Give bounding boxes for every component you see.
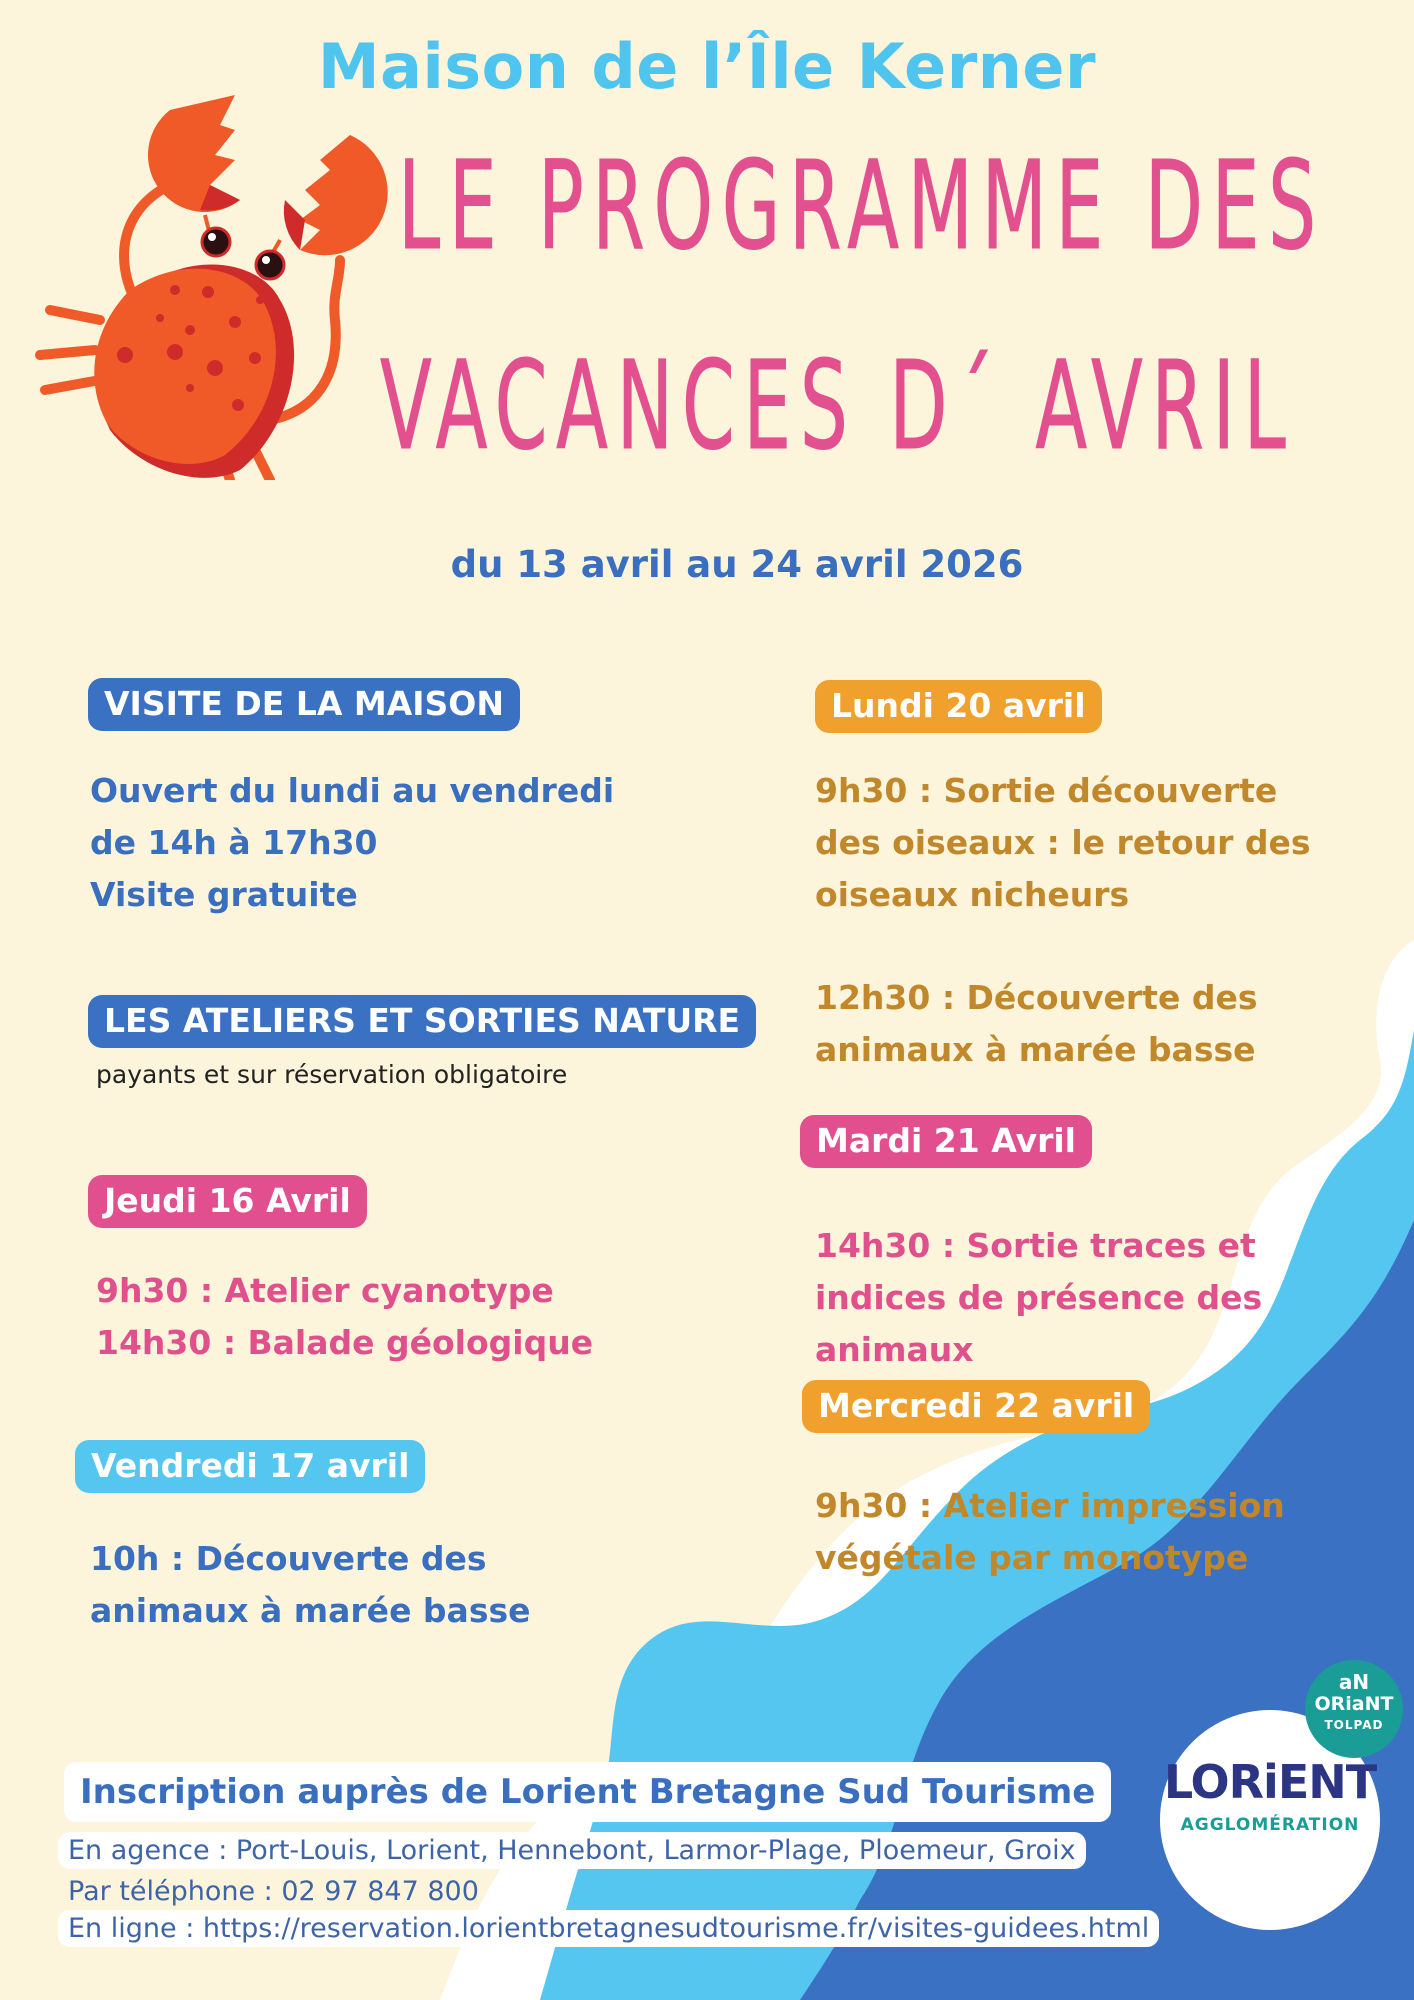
date-range: du 13 avril au 24 avril 2026 [450,543,1024,586]
day-events-vendredi [90,1533,531,1637]
program-title-line2: VACANCES D´ AVRIL [380,335,1295,477]
an-oriant-tolpad-badge [1305,1660,1403,1758]
registration-online-link[interactable]: En ligne : https://reservation.lorientbretagnesudtourisme.fr/visites-guidees.html [58,1910,1159,1947]
day-label-mardi: Mardi 21 Avril [800,1115,1092,1168]
registration-phone: Par téléphone : 02 97 847 800 [68,1876,479,1907]
event-line: 9h30 : Atelier cyanotype [96,1271,554,1310]
day-label-vendredi: Vendredi 17 avril [75,1440,425,1493]
event-line: 14h30 : Sortie traces et [815,1226,1256,1265]
badge-line1: aN [1338,1670,1370,1694]
visit-line: Ouvert du lundi au vendredi [90,771,615,810]
event-line: 9h30 : Sortie découverte [815,771,1278,810]
event-line: 9h30 : Atelier impression [815,1486,1285,1525]
event-line: végétale par monotype [815,1538,1249,1577]
visit-line: Visite gratuite [90,875,358,914]
venue-title: Maison de l’Île Kerner [317,30,1097,103]
event-line: 10h : Découverte des [90,1539,487,1578]
lorient-logo-sub: AGGLOMÉRATION [1180,1815,1360,1835]
event-line: oiseaux nicheurs [815,875,1130,914]
event-line: des oiseaux : le retour des [815,823,1311,862]
registration-agency: En agence : Port-Louis, Lorient, Hennebont, Larmor-Plage, Ploemeur, Groix [58,1832,1086,1869]
registration-title: Inscription auprès de Lorient Bretagne Sud Tourisme [64,1762,1111,1822]
crab-icon [20,90,400,480]
badge-line2: ORiaNT [1314,1693,1394,1715]
day-events-jeudi [96,1265,593,1369]
badge-line3: TOLPAD [1324,1718,1384,1732]
event-line: animaux à marée basse [90,1591,531,1630]
day-events-lundi [815,765,1311,1076]
day-label-jeudi: Jeudi 16 Avril [88,1175,367,1228]
visit-info [90,765,614,921]
event-line: animaux [815,1330,974,1369]
day-events-mercredi [815,1480,1285,1584]
visit-heading: VISITE DE LA MAISON [88,678,520,731]
day-events-mardi [815,1220,1262,1376]
lorient-logo-name: LORiENT [1163,1755,1377,1809]
event-line: 14h30 : Balade géologique [96,1323,594,1362]
visit-line: de 14h à 17h30 [90,823,378,862]
event-line: indices de présence des [815,1278,1263,1317]
program-title-line1: LE PROGRAMME DES [398,135,1325,277]
day-label-mercredi: Mercredi 22 avril [802,1380,1150,1433]
workshops-heading: LES ATELIERS ET SORTIES NATURE [88,995,756,1048]
event-line: 12h30 : Découverte des [815,978,1258,1017]
day-label-lundi: Lundi 20 avril [815,680,1102,733]
event-line: animaux à marée basse [815,1030,1256,1069]
workshops-note: payants et sur réservation obligatoire [96,1060,568,1089]
